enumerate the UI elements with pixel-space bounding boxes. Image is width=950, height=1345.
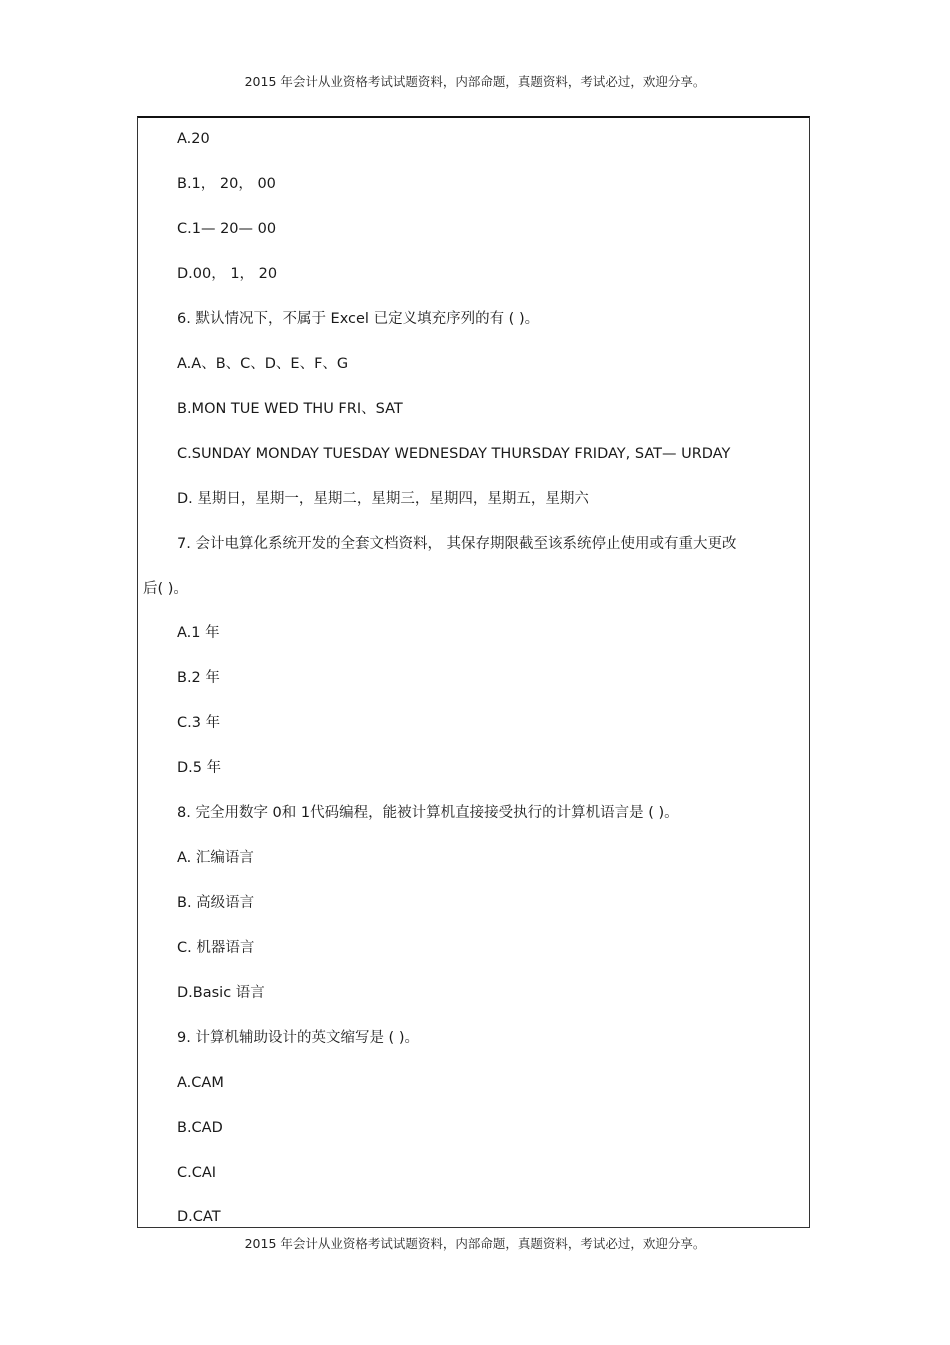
page-footer: 2015 年会计从业资格考试试题资料，内部命题，真题资料，考试必过，欢迎分享。	[244, 1236, 706, 1251]
question-9: 9. 计算机辅助设计的英文缩写是 ( )。	[177, 1030, 419, 1046]
option-7c: C.3 年	[177, 715, 221, 731]
option-8d: D.Basic 语言	[177, 985, 265, 1001]
option-8a: A. 汇编语言	[177, 850, 254, 866]
option-9c: C.CAI	[177, 1165, 217, 1181]
option-5c: C.1— 20— 00	[177, 221, 277, 237]
option-6d: D. 星期日，星期一，星期二，星期三，星期四，星期五，星期六	[177, 491, 589, 507]
option-9b: B.CAD	[177, 1120, 223, 1136]
option-5b: B.1， 20， 00	[177, 176, 276, 192]
option-6b: B.MON TUE WED THU FRI、SAT	[177, 401, 403, 417]
option-6a: A.A、B、C、D、E、F、G	[177, 356, 349, 372]
option-5d: D.00， 1， 20	[177, 266, 278, 282]
option-8c: C. 机器语言	[177, 940, 255, 956]
page-header: 2015 年会计从业资格考试试题资料，内部命题，真题资料，考试必过，欢迎分享。	[244, 74, 706, 89]
option-8b: B. 高级语言	[177, 895, 255, 911]
option-6c: C.SUNDAY MONDAY TUESDAY WEDNESDAY THURSDAY FRIDAY, SAT— URDAY	[177, 446, 731, 462]
option-9a: A.CAM	[177, 1075, 224, 1091]
option-5a: A.20	[177, 131, 210, 147]
question-7: 7. 会计电算化系统开发的全套文档资料， 其保存期限截至该系统停止使用或有重大更改	[177, 536, 737, 552]
question-7-continued: 后( )。	[143, 581, 188, 597]
option-7a: A.1 年	[177, 625, 220, 641]
option-9d: D.CAT	[177, 1209, 221, 1225]
question-8: 8. 完全用数字 0和 1代码编程，能被计算机直接接受执行的计算机语言是 ( )。	[177, 805, 679, 821]
question-6: 6. 默认情况下，不属于 Excel 已定义填充序列的有 ( )。	[177, 311, 540, 327]
option-7d: D.5 年	[177, 760, 222, 776]
option-7b: B.2 年	[177, 670, 220, 686]
